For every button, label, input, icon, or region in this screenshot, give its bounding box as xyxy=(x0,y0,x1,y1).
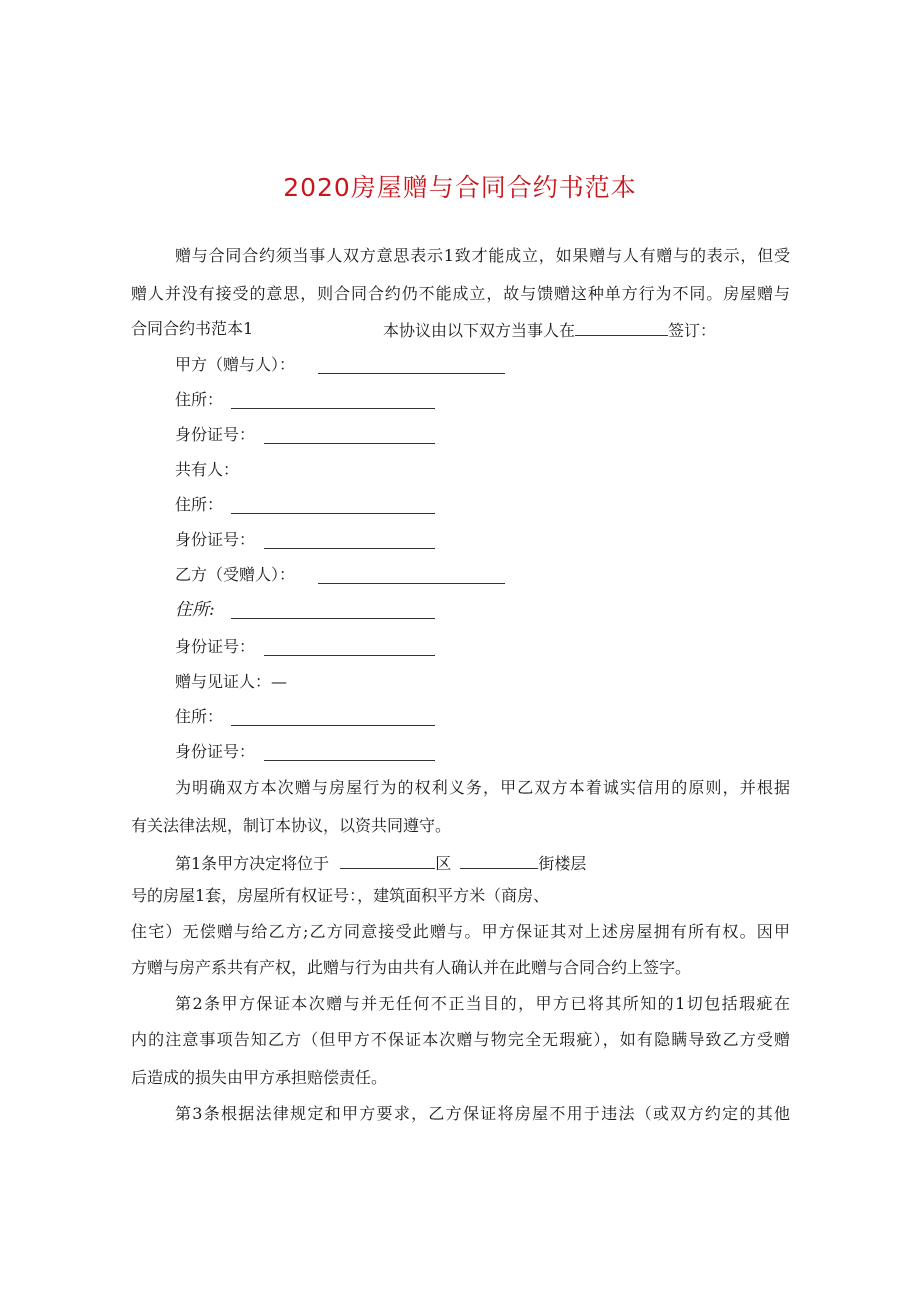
article2-line-3: 后造成的损失由甲方承担赔偿责任。 xyxy=(131,1068,388,1087)
field-co-owner xyxy=(175,460,239,480)
article1-line-2: 号的房屋1套，房屋所有权证号：，建筑面积平方米（商房、 xyxy=(131,886,550,905)
article1-line-3: 住宅）无偿赠与给乙方;乙方同意接受此赠与。甲方保证其对上述房屋拥有所有权。因甲 xyxy=(131,922,790,941)
field-label: 住所: xyxy=(175,600,215,620)
field-blank xyxy=(231,725,435,726)
district-blank xyxy=(340,852,435,869)
intro-line-2: 赠人并没有接受的意思，则合同合约仍不能成立，故与馈赠这种单方行为不同。房屋赠与 xyxy=(131,284,790,303)
signing-place-blank xyxy=(575,319,668,336)
field-party-b-id xyxy=(175,637,255,657)
article3-line-1: 第3条根据法律规定和甲方要求，乙方保证将房屋不用于违法（或双方约定的其他 xyxy=(175,1104,790,1123)
field-blank xyxy=(264,443,435,444)
field-witness-address xyxy=(175,707,223,727)
field-label: 住所： xyxy=(175,390,224,409)
field-blank xyxy=(264,548,435,549)
purpose-line-1: 为明确双方本次赠与房屋行为的权利义务，甲乙双方本着诚实信用的原则，并根据 xyxy=(175,778,790,797)
article1-line-1 xyxy=(175,852,586,874)
field-label: 赠与见证人：— xyxy=(175,672,288,691)
field-blank xyxy=(231,513,435,514)
article2-line-1: 第2条甲方保证本次赠与并无任何不正当目的，甲方已将其所知的1切包括瑕疵在 xyxy=(175,994,790,1013)
field-label: 甲方（赠与人）： xyxy=(175,355,296,374)
field-blank xyxy=(318,373,505,374)
field-label: 身份证号： xyxy=(175,742,256,761)
intro-line-3-agreement xyxy=(383,319,716,341)
field-blank xyxy=(264,655,435,656)
purpose-line-2: 有关法律法规，制订本协议，以资共同遵守。 xyxy=(131,816,452,835)
field-label: 乙方（受赠人）： xyxy=(175,565,296,584)
field-party-a-address xyxy=(175,390,223,410)
article1-location-text: 第1条甲方决定将位于 xyxy=(175,854,330,873)
field-party-b-address xyxy=(175,600,215,620)
field-blank xyxy=(231,408,435,409)
article1-street-text: 街楼层 xyxy=(538,854,587,873)
field-witness-id xyxy=(175,742,255,762)
field-label: 共有人： xyxy=(175,460,240,479)
intro-template-ref: 合同合约书范本1 xyxy=(131,319,254,338)
field-co-owner-address xyxy=(175,495,223,515)
field-blank xyxy=(318,583,505,584)
field-party-a-id xyxy=(175,425,255,445)
field-label: 身份证号： xyxy=(175,637,256,656)
field-co-owner-id xyxy=(175,530,255,550)
article1-line-4: 方赠与房产系共有产权，此赠与行为由共有人确认并在此赠与合同合约上签字。 xyxy=(131,958,692,977)
field-label: 身份证号： xyxy=(175,530,256,549)
intro-signing-text: 签订： xyxy=(668,321,717,340)
field-label: 住所： xyxy=(175,707,224,726)
intro-line-3 xyxy=(131,319,253,339)
field-label: 身份证号： xyxy=(175,425,256,444)
article1-district-text: 区 xyxy=(435,854,452,873)
street-blank xyxy=(460,852,538,869)
field-party-b xyxy=(175,565,295,585)
field-witness xyxy=(175,672,287,692)
intro-agreement-text: 本协议由以下双方当事人在 xyxy=(383,321,576,340)
document-title: 2020房屋赠与合同合约书范本 xyxy=(283,173,637,202)
field-label: 住所： xyxy=(175,495,224,514)
intro-line-1: 赠与合同合约须当事人双方意思表示1致才能成立，如果赠与人有赠与的表示，但受 xyxy=(175,246,790,265)
field-party-a xyxy=(175,355,295,375)
field-blank xyxy=(264,760,435,761)
article2-line-2: 内的注意事项告知乙方（但甲方不保证本次赠与物完全无瑕疵），如有隐瞒导致乙方受赠 xyxy=(131,1030,790,1049)
field-blank xyxy=(231,618,435,619)
